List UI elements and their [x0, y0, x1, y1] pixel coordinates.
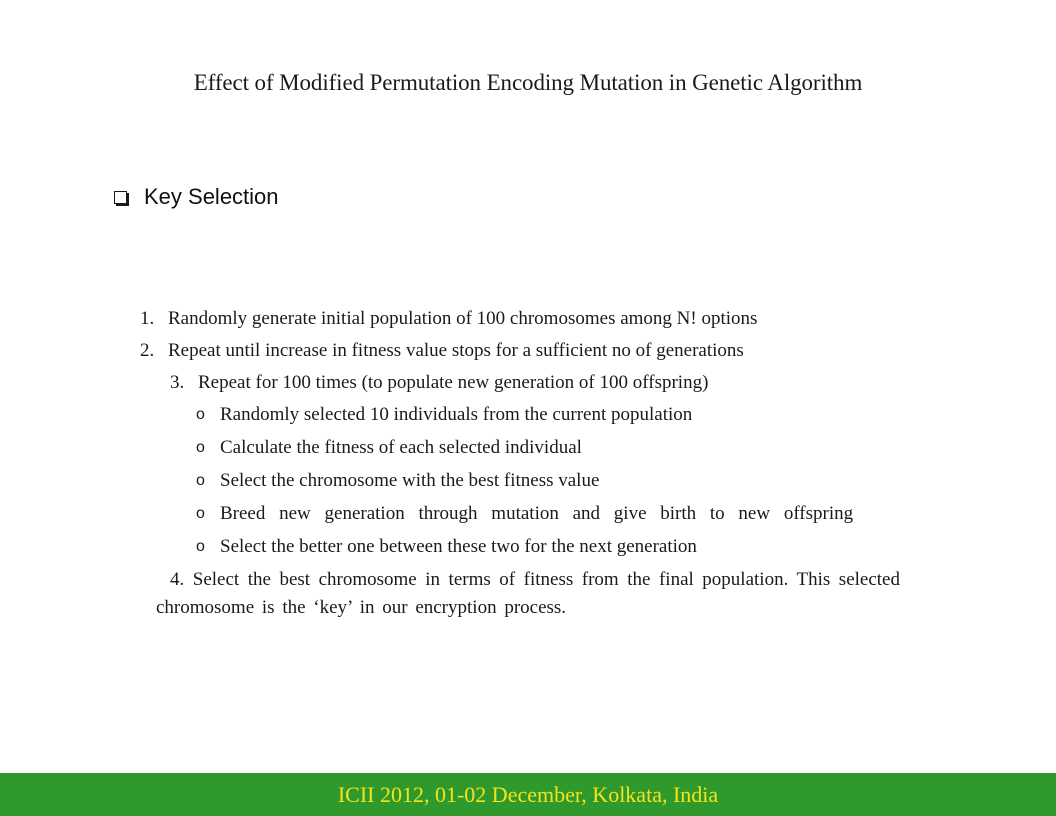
footer-text: ICII 2012, 01-02 December, Kolkata, India [337, 781, 719, 807]
sub-step-text: Select the chromosome with the best fitness value [220, 470, 600, 491]
slide-title: Effect of Modified Permutation Encoding Mutation in Genetic Algorithm [193, 70, 863, 95]
sub-step-item [196, 401, 900, 429]
circle-bullet-icon: o [196, 472, 205, 489]
section-label: Key Selection [144, 184, 279, 209]
sub-step-text: Randomly selected 10 individuals from the current population [220, 404, 693, 425]
section-heading [114, 182, 279, 212]
footer-bar [0, 773, 1056, 816]
sub-steps-list [140, 401, 900, 561]
step-text: Randomly generate initial population of 100 chromosomes among N! options [168, 308, 758, 329]
checkbox-bullet-icon [114, 191, 127, 204]
steps-list [140, 305, 900, 622]
step-number: 2. [140, 340, 155, 361]
sub-step-text: Select the better one between these two for the next generation [220, 536, 697, 557]
final-step: 4. Select the best chromosome in terms of fitness from the final population. This selected chromosome is the ‘key’ in our encryption process. [156, 569, 900, 618]
circle-bullet-icon: o [196, 406, 205, 423]
sub-step-text: Breed new generation through mutation and give birth to new offspring [220, 503, 854, 524]
step-item [140, 337, 900, 365]
step-item [140, 305, 900, 333]
circle-bullet-icon: o [196, 538, 205, 555]
step-text: Repeat for 100 times (to populate new generation of 100 offspring) [198, 372, 709, 393]
step-text: Repeat until increase in fitness value stops for a sufficient no of generations [168, 340, 744, 361]
step-number: 1. [140, 308, 155, 329]
step-item [140, 369, 900, 397]
sub-step-item [196, 533, 900, 561]
sub-step-item [196, 434, 900, 462]
sub-step-text: Calculate the fitness of each selected individual [220, 437, 582, 458]
circle-bullet-icon: o [196, 505, 205, 522]
circle-bullet-icon: o [196, 439, 205, 456]
step-number: 3. [170, 372, 185, 393]
sub-step-item [196, 500, 900, 528]
sub-step-item [196, 467, 900, 495]
